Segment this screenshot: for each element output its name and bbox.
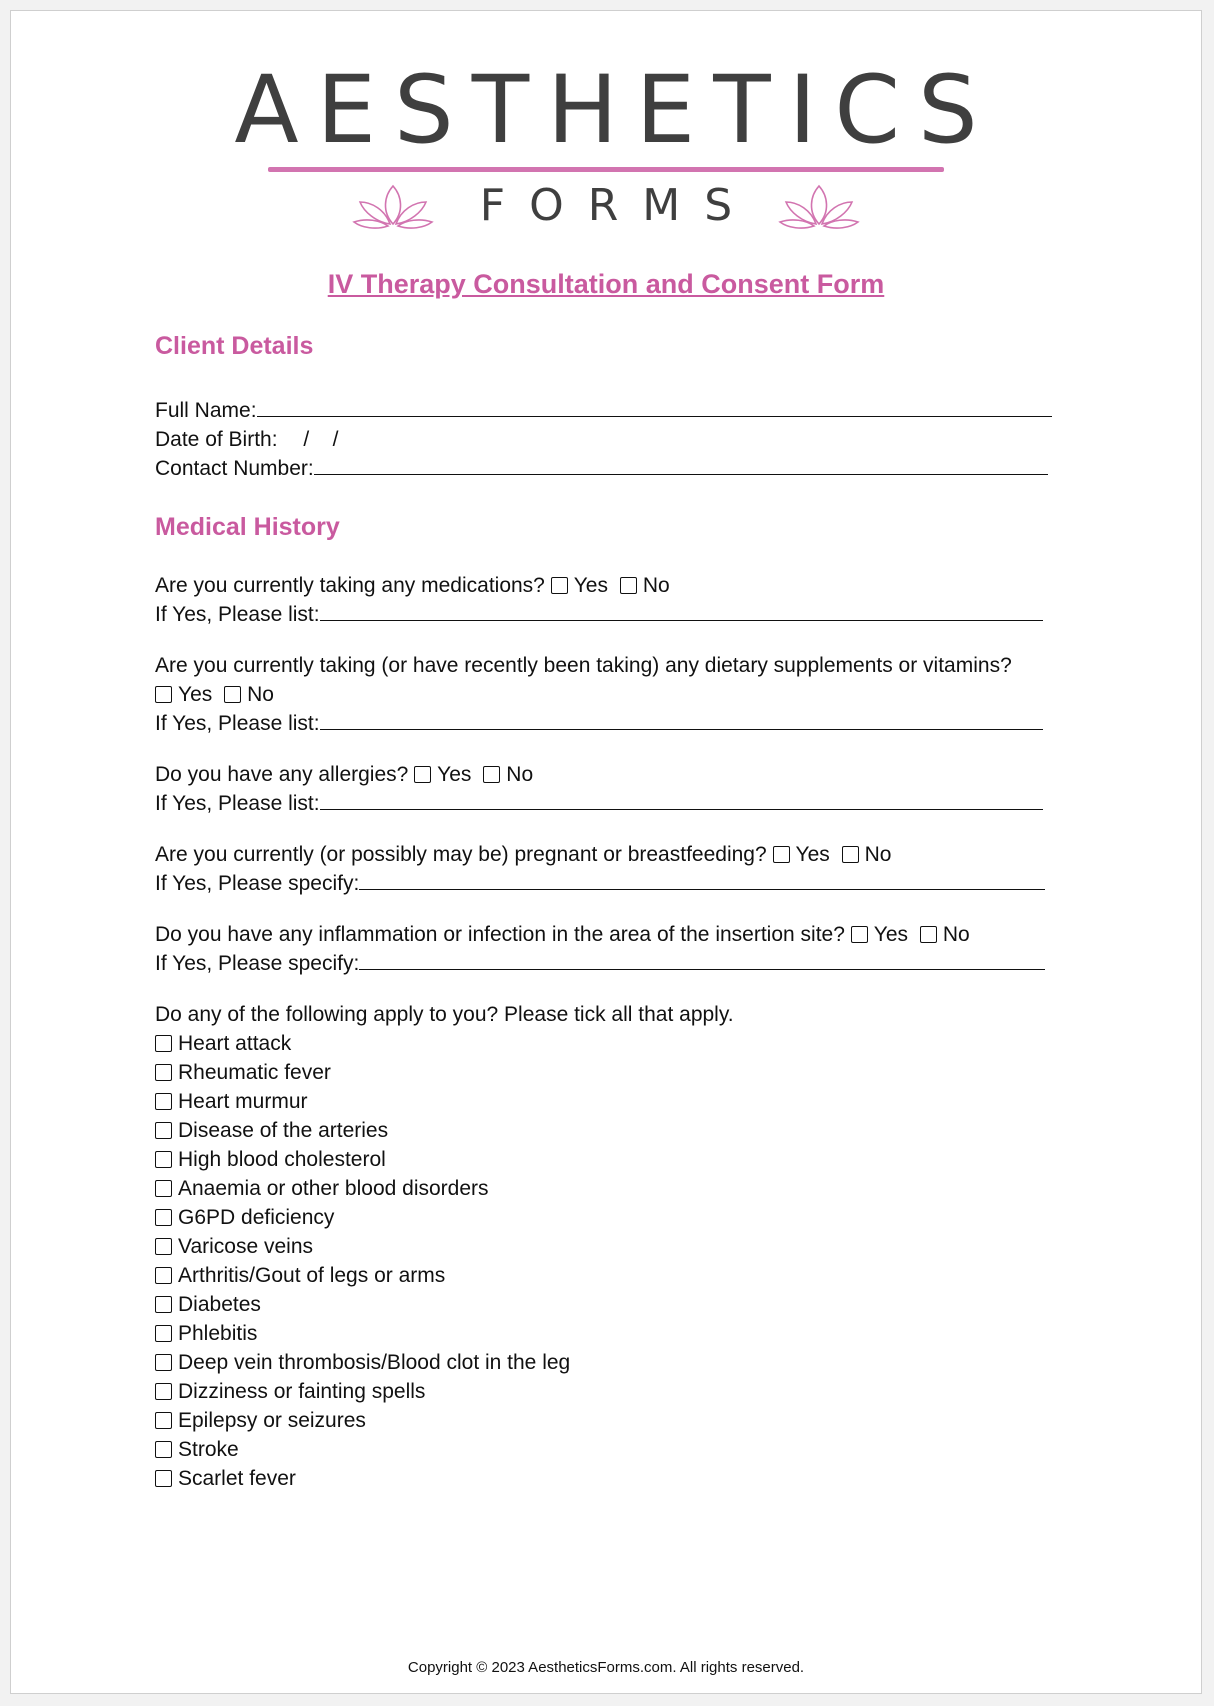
condition-label: Epilepsy or seizures — [178, 1409, 366, 1432]
condition-label: Deep vein thrombosis/Blood clot in the leg — [178, 1351, 571, 1374]
contact-label: Contact Number: — [155, 457, 314, 480]
inflammation-specify-field[interactable] — [359, 949, 1045, 970]
condition-label: Heart murmur — [178, 1090, 308, 1113]
condition-item — [155, 1116, 1075, 1145]
no-label: No — [506, 763, 534, 786]
condition-label: Disease of the arteries — [178, 1119, 389, 1142]
supplements-no-checkbox[interactable] — [224, 686, 241, 703]
condition-item — [155, 1348, 1075, 1377]
inflammation-yes-checkbox[interactable] — [851, 926, 868, 943]
condition-item — [155, 1464, 1075, 1493]
pregnant-question-text: Are you currently (or possibly may be) pregnant or breastfeeding? — [155, 843, 767, 866]
lotus-left-icon — [352, 180, 434, 232]
condition-checkbox[interactable] — [155, 1354, 172, 1371]
condition-checkbox[interactable] — [155, 1093, 172, 1110]
allergies-followup — [155, 789, 1075, 818]
pregnant-specify-field[interactable] — [359, 869, 1045, 890]
condition-label: Varicose veins — [178, 1235, 314, 1258]
form-page — [10, 10, 1202, 1694]
condition-item — [155, 1290, 1075, 1319]
allergies-yes-checkbox[interactable] — [414, 766, 431, 783]
supplements-question-text: Are you currently taking (or have recently been taking) any dietary supplements or vitamins? — [155, 654, 1012, 677]
supplements-followup — [155, 709, 1075, 738]
yes-label: Yes — [795, 843, 830, 866]
condition-checkbox[interactable] — [155, 1470, 172, 1487]
dob-label: Date of Birth: — [155, 428, 278, 451]
medications-followup — [155, 600, 1075, 629]
no-label: No — [642, 574, 670, 597]
yes-label: Yes — [573, 574, 608, 597]
condition-label: Arthritis/Gout of legs or arms — [178, 1264, 446, 1287]
condition-checkbox[interactable] — [155, 1122, 172, 1139]
inflammation-followup-label: If Yes, Please specify: — [155, 952, 360, 975]
condition-checkbox[interactable] — [155, 1064, 172, 1081]
form-content — [155, 331, 1075, 1493]
condition-checkbox[interactable] — [155, 1383, 172, 1400]
condition-item — [155, 1174, 1075, 1203]
condition-item — [155, 1261, 1075, 1290]
condition-label: High blood cholesterol — [178, 1148, 386, 1171]
logo — [11, 56, 1201, 234]
inflammation-question-text: Do you have any inflammation or infection in the area of the insertion site? — [155, 923, 845, 946]
condition-checkbox[interactable] — [155, 1267, 172, 1284]
pregnant-followup-label: If Yes, Please specify: — [155, 872, 360, 895]
medications-question-text: Are you currently taking any medications? — [155, 574, 545, 597]
condition-label: Heart attack — [178, 1032, 292, 1055]
allergies-question-text: Do you have any allergies? — [155, 763, 409, 786]
logo-underline — [268, 167, 944, 172]
condition-checkbox[interactable] — [155, 1035, 172, 1052]
condition-item — [155, 1406, 1075, 1435]
allergies-list-field[interactable] — [320, 789, 1043, 810]
condition-checkbox[interactable] — [155, 1238, 172, 1255]
medications-list-field[interactable] — [320, 600, 1043, 621]
logo-main-text: AESTHETICS — [234, 56, 996, 165]
no-label: No — [864, 843, 892, 866]
conditions-list — [155, 1029, 1075, 1493]
logo-sub-text: FORMS — [479, 180, 757, 231]
condition-item — [155, 1232, 1075, 1261]
supplements-yes-checkbox[interactable] — [155, 686, 172, 703]
inflammation-followup — [155, 949, 1075, 978]
allergies-followup-label: If Yes, Please list: — [155, 792, 320, 815]
yes-label: Yes — [873, 923, 909, 946]
condition-label: Stroke — [178, 1438, 239, 1461]
no-label: No — [942, 923, 970, 946]
dob-field[interactable]: / / — [303, 428, 339, 451]
full-name-field[interactable] — [257, 396, 1052, 417]
condition-item — [155, 1377, 1075, 1406]
condition-checkbox[interactable] — [155, 1151, 172, 1168]
condition-label: G6PD deficiency — [178, 1206, 335, 1229]
logo-sub-row — [11, 178, 1201, 234]
yes-label: Yes — [178, 683, 213, 706]
form-title: IV Therapy Consultation and Consent Form — [327, 269, 885, 299]
condition-item — [155, 1319, 1075, 1348]
condition-item — [155, 1058, 1075, 1087]
yes-label: Yes — [437, 763, 472, 786]
conditions-intro: Do any of the following apply to you? Please tick all that apply. — [155, 1003, 734, 1026]
supplements-followup-label: If Yes, Please list: — [155, 712, 320, 735]
pregnant-yes-checkbox[interactable] — [773, 846, 790, 863]
full-name-label: Full Name: — [155, 399, 257, 422]
client-details-heading: Client Details — [155, 332, 314, 360]
medications-followup-label: If Yes, Please list: — [155, 603, 320, 626]
condition-item — [155, 1087, 1075, 1116]
condition-label: Rheumatic fever — [178, 1061, 331, 1084]
condition-item — [155, 1203, 1075, 1232]
full-name-row — [155, 396, 1075, 425]
condition-checkbox[interactable] — [155, 1412, 172, 1429]
medications-yes-checkbox[interactable] — [551, 577, 568, 594]
allergies-no-checkbox[interactable] — [483, 766, 500, 783]
condition-item — [155, 1435, 1075, 1464]
no-label: No — [247, 683, 274, 706]
inflammation-question — [155, 920, 1075, 949]
medical-history-heading: Medical History — [155, 513, 340, 541]
condition-item — [155, 1029, 1075, 1058]
condition-checkbox[interactable] — [155, 1441, 172, 1458]
condition-label: Anaemia or other blood disorders — [178, 1177, 489, 1200]
medications-no-checkbox[interactable] — [620, 577, 637, 594]
supplements-question — [155, 651, 1075, 680]
pregnant-no-checkbox[interactable] — [842, 846, 859, 863]
dob-row — [155, 425, 1075, 454]
condition-checkbox[interactable] — [155, 1180, 172, 1197]
supplements-options — [155, 680, 1075, 709]
inflammation-no-checkbox[interactable] — [920, 926, 937, 943]
condition-checkbox[interactable] — [155, 1209, 172, 1226]
condition-item — [155, 1145, 1075, 1174]
supplements-list-field[interactable] — [320, 709, 1043, 730]
condition-label: Diabetes — [178, 1293, 261, 1316]
medications-question — [155, 571, 1075, 600]
contact-row — [155, 454, 1075, 483]
condition-label: Dizziness or fainting spells — [178, 1380, 426, 1403]
contact-number-field[interactable] — [314, 454, 1048, 475]
condition-checkbox[interactable] — [155, 1296, 172, 1313]
copyright-footer: Copyright © 2023 AestheticsForms.com. All rights reserved. — [407, 1659, 805, 1676]
condition-label: Phlebitis — [178, 1322, 258, 1345]
allergies-question — [155, 760, 1075, 789]
condition-checkbox[interactable] — [155, 1325, 172, 1342]
pregnant-question — [155, 840, 1075, 869]
lotus-right-icon — [778, 180, 860, 232]
pregnant-followup — [155, 869, 1075, 898]
condition-label: Scarlet fever — [178, 1467, 296, 1490]
